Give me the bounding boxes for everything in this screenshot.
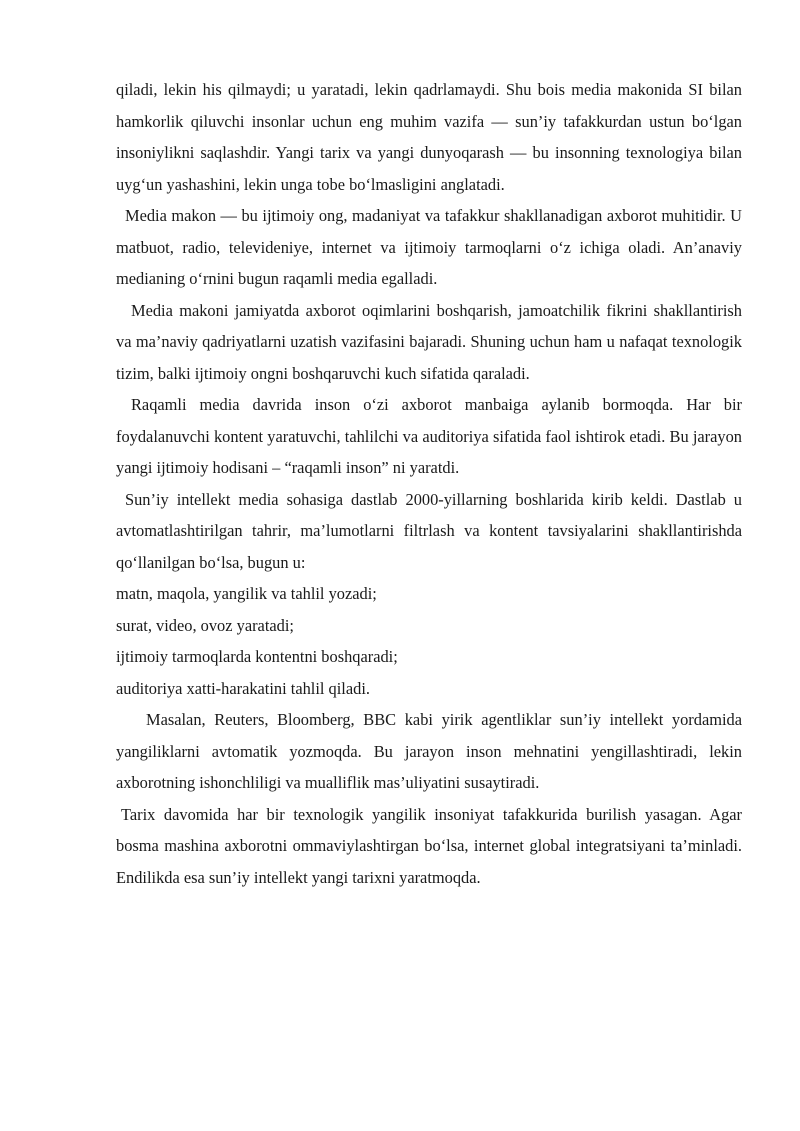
paragraph-media-makoni-vazifasi: Media makoni jamiyatda axborot oqimlarini boshqarish, jamoatchilik fikrini shakllantirish va ma’naviy qadriyatlarni uzatish vazifasini bajaradi. Shuning uchun ham u nafaqat texnologik tizim, balki ijtimoiy ongni boshqaruvchi kuch sifatida qaraladi. — [116, 300, 742, 383]
capability-list — [116, 578, 742, 704]
paragraph-media-makon: Media makon — bu ijtimoiy ong, madaniyat va tafakkur shakllanadigan axborot muhitidir. U matbuot, radio, televideniye, internet va ijtimoiy tarmoqlarni o‘z ichiga oladi. An’anaviy medianing o‘rnini bugun raqamli media egalladi. — [116, 206, 742, 288]
paragraph-continuation: qiladi, lekin his qilmaydi; u yaratadi, lekin qadrlamaydi. Shu bois media makonida SI bilan hamkorlik qiluvchi insonlar uchun eng muhim vazifa — sun’iy tafakkurdan ustun bo‘lgan insoniylikni saqlashdir. Yangi tarix va yangi dunyoqarash — bu insonning texnologiya bilan uyg‘un yashashini, lekin unga tobe bo‘lmasligini anglatadi. — [116, 80, 742, 194]
list-item: auditoriya xatti-harakatini tahlil qiladi. — [116, 678, 370, 698]
paragraph-raqamli-media: Raqamli media davrida inson o‘zi axborot manbaiga aylanib bormoqda. Har bir foydalanuvchi kontent yaratuvchi, tahlilchi va auditoriya sifatida faol ishtirok etadi. Bu jarayon yangi ijtimoiy hodisani – “raqamli inson” ni yaratdi. — [116, 395, 742, 477]
document-page — [116, 74, 742, 893]
list-item: matn, maqola, yangilik va tahlil yozadi; — [116, 584, 377, 603]
list-item: ijtimoiy tarmoqlarda kontentni boshqaradi; — [116, 647, 398, 666]
paragraph-agentliklar: Masalan, Reuters, Bloomberg, BBC kabi yirik agentliklar sun’iy intellekt yordamida yangiliklarni avtomatik yozmoqda. Bu jarayon inson mehnatini yengillashtiradi, lekin axborotning ishonchliligi va mualliflik mas’uliyatini susaytiradi. — [116, 710, 742, 792]
paragraph-suniy-intellekt: Sun’iy intellekt media sohasiga dastlab 2000-yillarning boshlarida kirib keldi. Dastlab u avtomatlashtirilgan tahrir, ma’lumotlarni filtrlash va kontent tavsiyalarini shakllantirishda qo‘llanilgan bo‘lsa, bugun u: — [116, 489, 742, 572]
paragraph-tarix: Tarix davomida har bir texnologik yangilik insoniyat tafakkurida burilish yasagan. Agar bosma mashina axborotni ommaviylashtirgan bo‘lsa, internet global integratsiyani ta’minladi. Endilikda esa sun’iy intellekt yangi tarixni yaratmoqda. — [116, 804, 742, 887]
list-item: surat, video, ovoz yaratadi; — [116, 615, 294, 635]
